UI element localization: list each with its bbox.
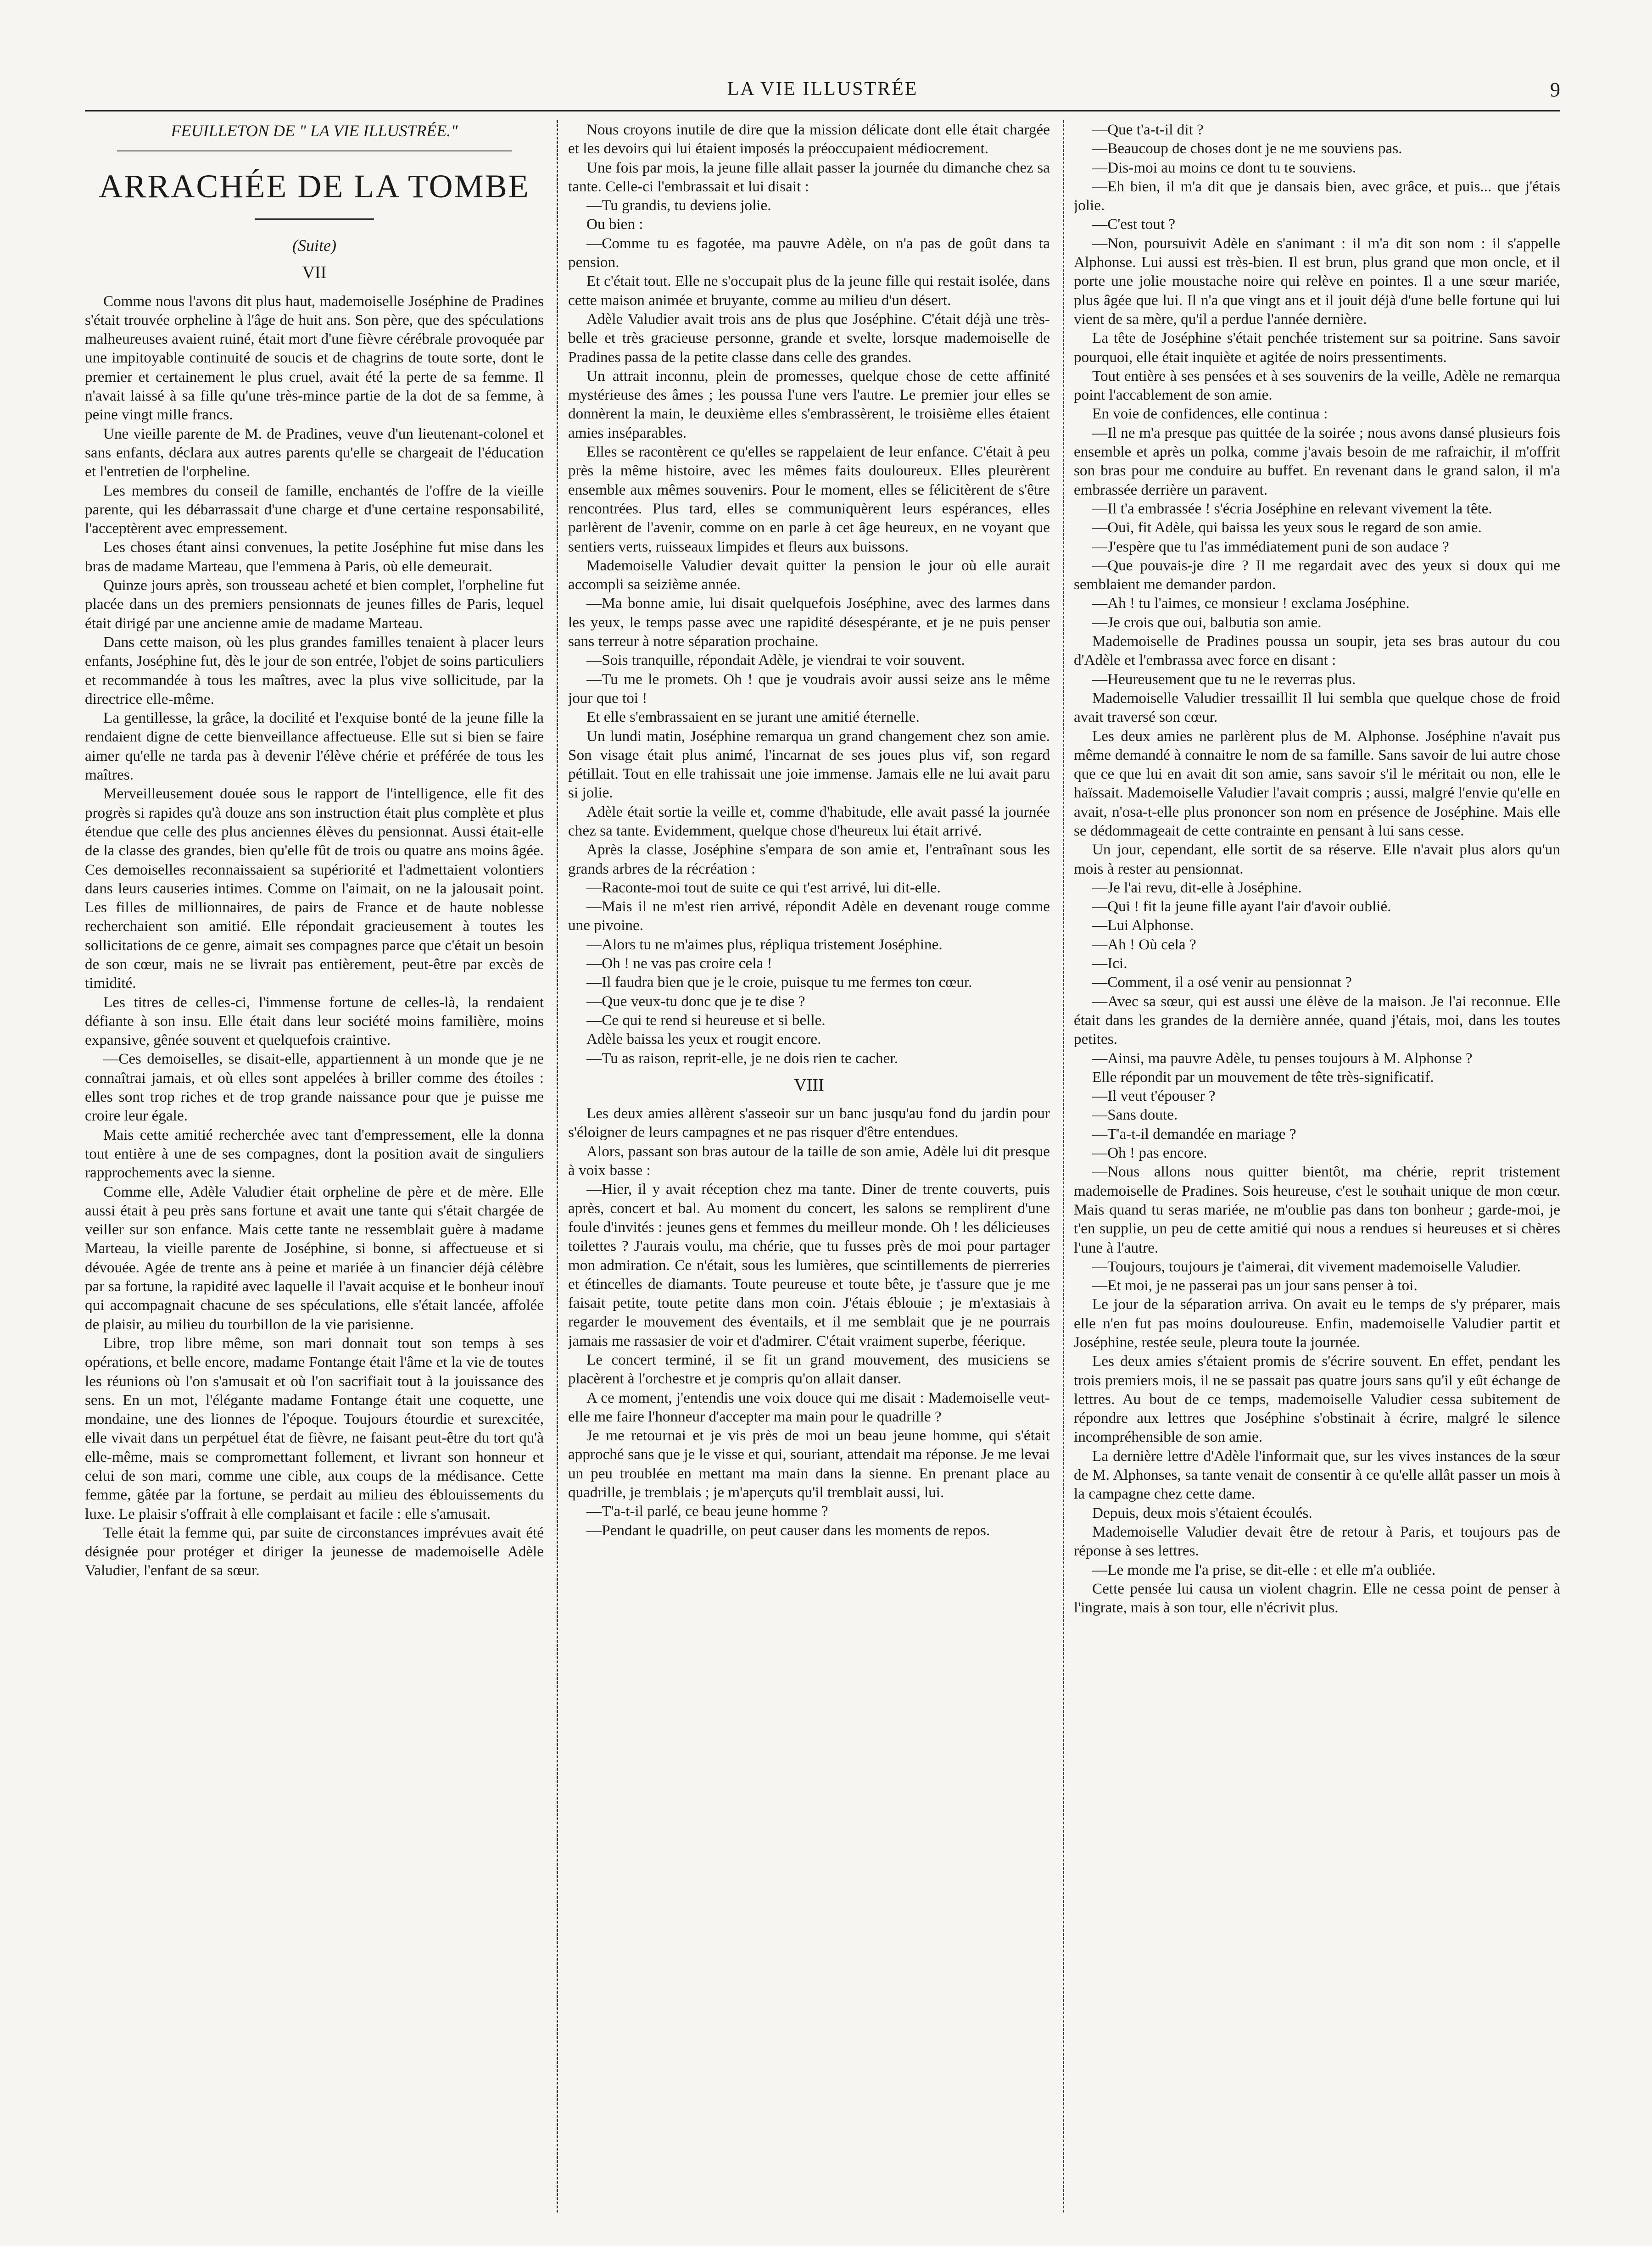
paragraph: Une fois par mois, la jeune fille allait passer la journée du dimanche chez sa tante. Celle-ci l'embrassait et lui disait : [568,159,1050,195]
paragraph: Et c'était tout. Elle ne s'occupait plus de la jeune fille qui restait isolée, dans cette maison animée et bruyante, comme au milieu d'un désert. [568,273,1050,309]
chapter-heading-vii: VII [302,263,327,283]
paragraph: —Il veut t'épouser ? [1092,1087,1216,1105]
paragraph: Mademoiselle Valudier devait être de retour à Paris, et toujours pas de réponse à ses lettres. [1074,1523,1560,1560]
paragraph: Ou bien : [586,216,643,233]
paragraph: —Raconte-moi tout de suite ce qui t'est arrivé, lui dit-elle. [586,879,941,896]
paragraph: —Le monde me l'a prise, se dit-elle : et elle m'a oubliée. [1092,1561,1436,1578]
paragraph: Les deux amies s'étaient promis de s'écrire souvent. En effet, pendant les trois premiers mois, il ne se passait pas quatre jours sans qu'il y eût échange de lettres. Au bout de ce temps, mademoiselle Valudier cessa subitement de répondre aux lettres que Joséphine s'obstinait à écrire, malgré le silence incompréhensible de son amie. [1074,1353,1560,1446]
paragraph: —Sois tranquille, répondait Adèle, je viendrai te voir souvent. [586,652,965,669]
feuilleton-rule [117,150,512,151]
paragraph: Libre, trop libre même, son mari donnait tout son temps à ses opérations, et belle encore, madame Fontange était l'âme et la vie de toutes les réunions où l'on s'amusait et où l'on sacrifiait tout à la jouissance des sens. En un mot, l'élégante madame Fontange était une coquette, une mondaine, une des lionnes de l'époque. Toujours étourdie et surexcitée, elle vivait dans un perpétuel état de fièvre, ne faisant peut-être du tort qu'à elle-même, mais se compromettant follement, et livrant son honneur et celui de son mari, comme une cible, aux coups de la médisance. Cette femme, gâtée par la fortune, se perdait au milieu des éblouissements du luxe. Le plaisir s'offrait à elle complaisant et facile : elle s'amusait. [85,1334,544,1522]
paragraph: Elles se racontèrent ce qu'elles se rappelaient de leur enfance. C'était à peu près la même histoire, avec les mêmes faits douloureux. Elles pleurèrent ensemble aux mêmes souvenirs. Pour le moment, elles se félicitèrent de s'être rencontrées. Plus tard, elles se communiquèrent leurs espérances, elles parlèrent de l'avenir, comme on en parle à cet âge heureux, en ne voyant que sentiers verts, ruisseaux limpides et fleurs aux buissons. [568,443,1050,555]
column-2 [568,120,1050,2213]
paragraph: —Lui Alphonse. [1092,917,1194,934]
paragraph: —Alors tu ne m'aimes plus, répliqua tristement Joséphine. [586,936,943,953]
paragraph: Telle était la femme qui, par suite de circonstances imprévues avait été désignée pour protéger et diriger la jeunesse de mademoiselle Adèle Valudier, l'enfant de sa sœur. [85,1524,544,1579]
continuation-label: (Suite) [292,236,336,255]
paragraph: Un lundi matin, Joséphine remarqua un grand changement chez son amie. Son visage était plus animé, l'incarnat de ses joues plus vif, son regard pétillait. Tout en elle trahissait une joie immense. Jamais elle ne lui avait paru si jolie. [568,727,1050,802]
paragraph: —Il faudra bien que je le croie, puisque tu me fermes ton cœur. [586,974,972,991]
paragraph: Adèle était sortie la veille et, comme d'habitude, elle avait passé la journée chez sa tante. Evidemment, quelque chose d'heureux lui était arrivé. [568,803,1050,839]
paragraph: Mademoiselle Valudier tressaillit Il lui sembla que quelque chose de froid avait traversé son cœur. [1074,689,1560,726]
header-rule [85,110,1560,111]
paragraph: Quinze jours après, son trousseau acheté et bien complet, l'orpheline fut placée dans un des premiers pensionnats de jeunes filles de Paris, lequel était dirigé par une ancienne amie de madame Marteau. [85,577,544,632]
paragraph: —J'espère que tu l'as immédiatement puni de son audace ? [1092,538,1449,555]
paragraph: —Avec sa sœur, qui est aussi une élève de la maison. Je l'ai reconnue. Elle était dans les grandes de la dernière année, quand j'étais, moi, dans les toutes petites. [1074,992,1560,1048]
paragraph: —Hier, il y avait réception chez ma tante. Diner de trente couverts, puis après, concert et bal. Au moment du concert, les salons se remplirent d'une foule d'invités : jeunes gens et femmes du meilleur monde. Oh ! les délicieuses toilettes ? J'aurais voulu, ma chérie, que tu fusses près de moi pour partager mon admiration. Ce n'était, sous les lumières, que scintillements de pierreries et étincelles de diamants. Toute peureuse et toute bête, je t'assure que je me faisait petite, toute petite dans mon coin. J'étais éblouie ; je m'extasiais à regarder le mouvement des éventails, et il me semblait que je ne pourrais jamais me rassasier de voir et d'admirer. C'était vraiment superbe, féerique. [568,1181,1050,1349]
column-2-text-bottom [568,1104,1050,1540]
paragraph: La gentillesse, la grâce, la docilité et l'exquise bonté de la jeune fille la rendaient digne de cette bienveillance affectueuse. Elle sut si bien se faire aimer qu'elle ne tarda pas à devenir l'élève chérie et préférée de tous les maîtres. [85,709,544,784]
paragraph: —Heureusement que tu ne le reverras plus. [1092,670,1356,688]
paragraph: Mais cette amitié recherchée avec tant d'empressement, elle la donna tout entière à une de ses compagnes, dont la position avait de singuliers rapprochements avec la sienne. [85,1126,544,1182]
paragraph: —Que veux-tu donc que je te dise ? [586,992,805,1010]
paragraph: Depuis, deux mois s'étaient écoulés. [1092,1504,1312,1521]
paragraph: Le concert terminé, il se fit un grand mouvement, des musiciens se placèrent à l'orchestre et je compris qu'on allait danser. [568,1351,1050,1388]
paragraph: Comme nous l'avons dit plus haut, mademoiselle Joséphine de Pradines s'était trouvée orpheline à l'âge de huit ans. Son père, que des spéculations malheureuses avaient ruiné, était mort d'une fièvre cérébrale provoquée par une impitoyable continuité de soucis et de chagrins de toute sorte, dont le premier et certainement le plus cruel, avait été la perte de sa femme. Il n'avait laissé à sa fille qu'une très-mince partie de la dot de sa femme, à peine vingt mille francs. [85,292,544,424]
column-3 [1074,120,1560,2213]
paragraph: —Je l'ai revu, dit-elle à Joséphine. [1092,879,1302,896]
paragraph: —Je crois que oui, balbutia son amie. [1092,613,1322,631]
paragraph: Mademoiselle Valudier devait quitter la pension le jour où elle aurait accompli sa seizième année. [568,557,1050,593]
paragraph: Cette pensée lui causa un violent chagrin. Elle ne cessa point de penser à l'ingrate, mais à son tour, elle n'écrivit plus. [1074,1580,1560,1616]
paragraph: —Ainsi, ma pauvre Adèle, tu penses toujours à M. Alphonse ? [1092,1049,1473,1067]
paragraph: —Dis-moi au moins ce dont tu te souviens. [1092,159,1356,176]
paragraph: Je me retournai et je vis près de moi un beau jeune homme, qui s'était approché sans que je le visse et qui, souriant, attendait ma réponse. Je me levai un peu troublée en mettant ma main dans la sienne. En prenant place au quadrille, je tremblais ; je m'aperçuts qu'il tremblait aussi, lui. [568,1427,1050,1501]
paragraph: Les membres du conseil de famille, enchantés de l'offre de la vieille parente, qui les débarrassait d'une charge et d'une certaine responsabilité, l'acceptèrent avec empressement. [85,482,544,537]
column-2-text-top [568,120,1050,1068]
paragraph: Tout entière à ses pensées et à ses souvenirs de la veille, Adèle ne remarqua point l'accablement de son amie. [1074,367,1560,404]
paragraph: La dernière lettre d'Adèle l'informait que, sur les vives instances de la sœur de M. Alphonses, sa tante venait de consentir à ce qu'elle allât passer un mois à la campagne chez cette dame. [1074,1447,1560,1503]
paragraph: —Ici. [1092,955,1127,972]
paragraph: —Oh ! pas encore. [1092,1144,1207,1162]
running-title: LA VIE ILLUSTRÉE [727,78,918,100]
paragraph: Merveilleusement douée sous le rapport de l'intelligence, elle fit des progrès si rapides qu'à douze ans son instruction était plus complète et plus étendue que celle des plus anciennes élèves du pensionnat. Aussi était-elle de la classe des grandes, bien qu'elle fût de trois ou quatre ans moins âgée. Ces demoiselles reconnaissaient sa supériorité et l'admettaient volontiers dans leurs causeries intimes. Comme on l'aimait, on ne la jalousait point. Les filles de millionnaires, de pairs de France et de haute noblesse recherchaient son amitié. Elle répondait gracieusement à toutes les sollicitations de ce genre, aimait ses compagnes parce que c'était un besoin de son cœur, mais ne se livrait pas entièrement, peut-être par excès de timidité. [85,785,544,992]
paragraph: Dans cette maison, où les plus grandes familles tenaient à placer leurs enfants, Joséphine fut, dès le jour de son entrée, l'objet de soins particuliers et recommandée à tous les maîtres, avec la plus vive sollicitude, par la directrice elle-même. [85,633,544,708]
page-header [85,78,1560,110]
paragraph: Alors, passant son bras autour de la taille de son amie, Adèle lui dit presque à voix basse : [568,1143,1050,1179]
paragraph: Les choses étant ainsi convenues, la petite Joséphine fut mise dans les bras de madame Marteau, que l'emmena à Paris, où elle demeurait. [85,539,544,575]
paragraph: —Mais il ne m'est rien arrivé, répondit Adèle en devenant rouge comme une pivoine. [568,898,1050,934]
paragraph: Un jour, cependant, elle sortit de sa réserve. Elle n'avait plus alors qu'un mois à rester au pensionnat. [1074,841,1560,877]
paragraph: Un attrait inconnu, plein de promesses, quelque chose de cette affinité mystérieuse des âmes ; les poussa l'une vers l'autre. Le premier jour elles se donnèrent la main, le deuxième elles s'embrassèrent, le troisième elles étaient amies inséparables. [568,367,1050,441]
paragraph: —Oui, fit Adèle, qui baissa les yeux sous le regard de son amie. [1092,519,1482,536]
paragraph: —Tu grandis, tu deviens jolie. [586,197,771,214]
paragraph: Les deux amies allèrent s'asseoir sur un banc jusqu'au fond du jardin pour s'éloigner de leurs campagnes et ne pas risquer d'être entendues. [568,1105,1050,1141]
paragraph: —T'a-t-il demandée en mariage ? [1092,1125,1296,1143]
paragraph: —Non, poursuivit Adèle en s'animant : il m'a dit son nom : il s'appelle Alphonse. Lui aussi est très-bien. Il est brun, plus grand que mon oncle, et il porte une jolie moustache noire qui relève en pointes. Il a une sœur mariée, plus âgée que lui. Il n'a que vingt ans et il jouit déjà d'une belle fortune qui lui vient de sa mère, qu'il a perdue l'année dernière. [1074,234,1560,328]
paragraph: La tête de Joséphine s'était penchée tristement sur sa poitrine. Sans savoir pourquoi, elle était inquiète et agitée de noirs pressentiments. [1074,329,1560,366]
paragraph: Comme elle, Adèle Valudier était orpheline de père et de mère. Elle aussi était à peu près sans fortune et avait une tante qui s'était chargée de veiller sur son enfance. Mais cette tante ne ressemblait guère à madame Marteau, la vieille parente de Joséphine, si bonne, si affectueuse et si dévouée. Agée de trente ans à peine et mariée à un financier déjà célèbre par sa fortune, la rapidité avec laquelle il l'avait acquise et le bonheur inouï qui accompagnait chacune de ses spéculations, elle s'était lancée, affolée de plaisir, au milieu du tourbillon de la vie parisienne. [85,1183,544,1333]
paragraph: —Nous allons nous quitter bientôt, ma chérie, reprit tristement mademoiselle de Pradines. Sois heureuse, c'est le souhait unique de mon cœur. Mais quand tu seras mariée, ne m'oublie pas dans ton bonheur ; garde-moi, je t'en supplie, un peu de cette amitié qui nous a rendues si heureuses et si chères l'une à l'autre. [1074,1163,1560,1256]
paragraph: —C'est tout ? [1092,216,1176,233]
page-number: 9 [1550,78,1560,101]
paragraph: Les deux amies ne parlèrent plus de M. Alphonse. Joséphine n'avait pus même demandé à connaitre le nom de sa famille. Sans savoir de lui autre chose que ce que lui en avait dit son amie, sans savoir s'il le méritait ou non, elle le haïssait. Mademoiselle Valudier l'avait compris ; aussi, malgré l'envie qu'elle en avait, n'osa-t-elle plus prononcer son nom en présence de Joséphine. Mais elle se dédommageait de cette contrainte en pensant à lui sans cesse. [1074,727,1560,839]
column-divider-1 [557,120,558,2213]
paragraph: Une vieille parente de M. de Pradines, veuve d'un lieutenant-colonel et sans enfants, déclara aux autres parents qu'elle se chargeait de l'éducation et l'entretien de l'orpheline. [85,425,544,480]
paragraph: —Qui ! fit la jeune fille ayant l'air d'avoir oublié. [1092,898,1391,915]
paragraph: —Pendant le quadrille, on peut causer dans les moments de repos. [586,1521,990,1539]
paragraph: Adèle baissa les yeux et rougit encore. [586,1031,821,1048]
paragraph: —Beaucoup de choses dont je ne me souviens pas. [1092,140,1402,157]
title-rule [255,218,374,220]
paragraph: Mademoiselle de Pradines poussa un soupir, jeta ses bras autour du cou d'Adèle et l'embrassa avec force en disant : [1074,633,1560,669]
chapter-heading-viii: VIII [794,1075,824,1095]
paragraph: —Que t'a-t-il dit ? [1092,121,1204,138]
paragraph: —Comme tu es fagotée, ma pauvre Adèle, on n'a pas de goût dans ta pension. [568,234,1050,271]
paragraph: —Sans doute. [1092,1106,1178,1124]
story-title: ARRACHÉE DE LA TOMBE [99,168,530,205]
paragraph: —Ah ! Où cela ? [1092,936,1196,953]
column-1 [85,120,544,2213]
paragraph: —Comment, il a osé venir au pensionnat ? [1092,974,1352,991]
paragraph: —Eh bien, il m'a dit que je dansais bien, avec grâce, et puis... que j'étais jolie. [1074,178,1560,214]
paragraph: —Toujours, toujours je t'aimerai, dit vivement mademoiselle Valudier. [1092,1258,1521,1275]
paragraph: —Que pouvais-je dire ? Il me regardait avec des yeux si doux qui me semblaient me demander pardon. [1074,557,1560,593]
paragraph: —Ma bonne amie, lui disait quelquefois Joséphine, avec des larmes dans les yeux, le temps passe avec une rapidité désespérante, et je ne puis penser sans terreur à notre séparation prochaine. [568,595,1050,650]
paragraph: Nous croyons inutile de dire que la mission délicate dont elle était chargée et les devoirs qui lui étaient imposés la préoccupaient médiocrement. [568,121,1050,157]
paragraph: Le jour de la séparation arriva. On avait eu le temps de s'y préparer, mais elle n'en fut pas moins douloureuse. Enfin, mademoiselle Valudier partit et Joséphine, restée seule, pleura toute la journée. [1074,1296,1560,1351]
paragraph: —Tu as raison, reprit-elle, je ne dois rien te cacher. [586,1049,898,1067]
paragraph: —Et moi, je ne passerai pas un jour sans penser à toi. [1092,1277,1418,1294]
paragraph: —Il t'a embrassée ! s'écria Joséphine en relevant vivement la tête. [1092,500,1492,517]
paragraph: Elle répondit par un mouvement de tête très-significatif. [1092,1068,1434,1086]
paragraph: —Oh ! ne vas pas croire cela ! [586,955,772,972]
paragraph: Les titres de celles-ci, l'immense fortune de celles-là, la rendaient défiante à son insu. Elle était dans leur société moins familière, moins expansive, gênée souvent et quelquefois craintive. [85,993,544,1049]
paragraph: Adèle Valudier avait trois ans de plus que Joséphine. C'était déjà une très-belle et très gracieuse personne, grande et svelte, lorsque mademoiselle de Pradines passa de la petite classe dans celle des grandes. [568,310,1050,366]
paragraph: A ce moment, j'entendis une voix douce qui me disait : Mademoiselle veut-elle me faire l'honneur d'accepter ma main pour le quadrille ? [568,1389,1050,1425]
paragraph: —Il ne m'a presque pas quittée de la soirée ; nous avons dansé plusieurs fois ensemble et après un polka, comme j'avais besoin de me rafraichir, il m'offrit son bras pour me conduire au buffet. En revenant dans le grand salon, il m'a embrassée derrière un paravent. [1074,424,1560,498]
paragraph: —Ah ! tu l'aimes, ce monsieur ! exclama Joséphine. [1092,595,1410,612]
paragraph: —Tu me le promets. Oh ! que je voudrais avoir aussi seize ans le même jour que toi ! [568,670,1050,707]
column-1-text [85,292,544,1580]
paragraph: En voie de confidences, elle continua : [1092,405,1328,423]
paragraph: —Ces demoiselles, se disait-elle, appartiennent à un monde que je ne connaîtrai jamais, et où elles sont appelées à briller comme des étoiles : elles sont trop riches et de trop grande naissance pour que je puisse me croire leur égale. [85,1050,544,1125]
column-divider-2 [1063,120,1064,2213]
paragraph: —T'a-t-il parlé, ce beau jeune homme ? [586,1503,828,1520]
paragraph: —Ce qui te rend si heureuse et si belle. [586,1011,826,1029]
paragraph: Après la classe, Joséphine s'empara de son amie et, l'entraînant sous les grands arbres de la récréation : [568,841,1050,877]
feuilleton-label: FEUILLETON DE " LA VIE ILLUSTRÉE." [171,122,458,140]
paragraph: Et elle s'embrassaient en se jurant une amitié éternelle. [586,708,920,726]
